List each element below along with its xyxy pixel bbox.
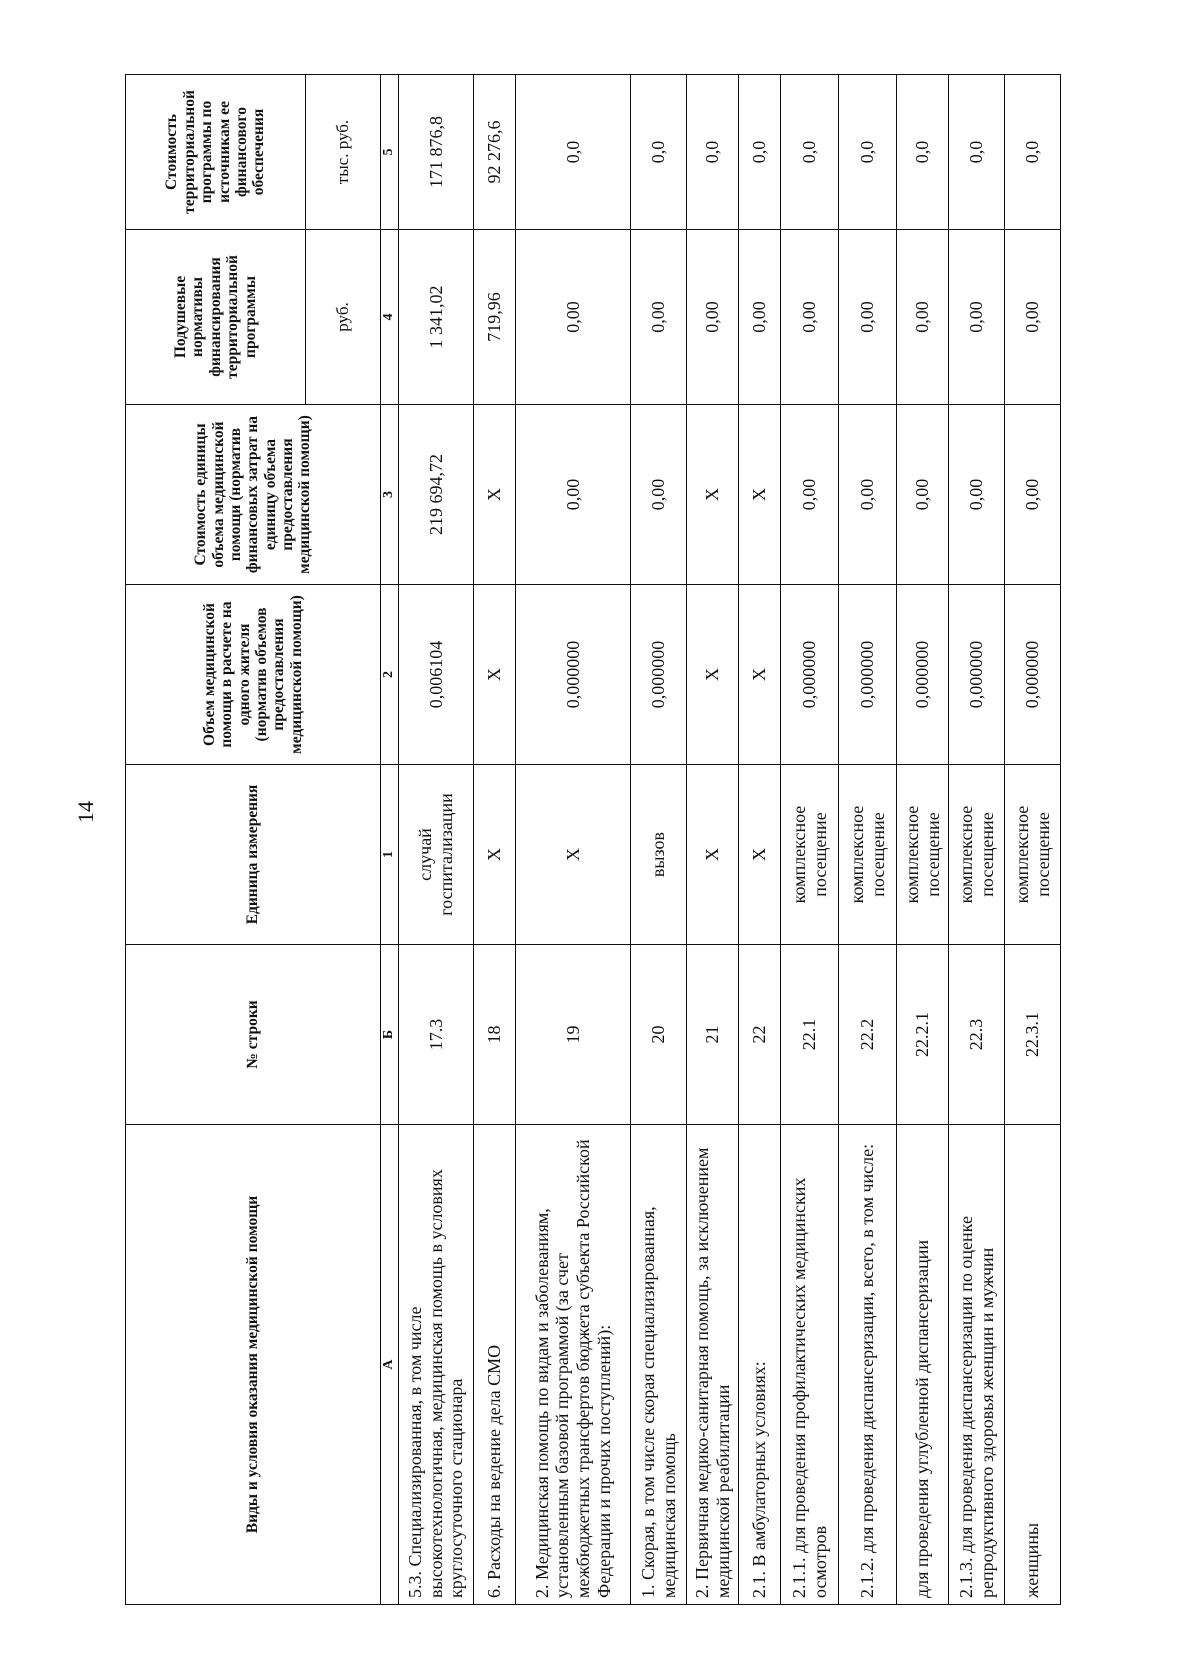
- column-number: 4: [381, 230, 399, 405]
- table-row: [399, 75, 474, 1605]
- row-name: 2. Первичная медико-санитарная помощь, за исключением медицинской реабилитации: [687, 1125, 739, 1605]
- column-number: 5: [381, 75, 399, 230]
- row-unit: комплексное посещение: [839, 765, 897, 945]
- header-row: [126, 75, 306, 1605]
- row-name: для проведения углубленной диспансеризации: [897, 1125, 949, 1605]
- row-volume: 0,006104: [399, 585, 474, 765]
- row-total-cost: 0,0: [739, 75, 781, 230]
- row-volume: Х: [739, 585, 781, 765]
- row-total-cost: 92 276,6: [474, 75, 516, 230]
- row-line-number: 22.3.1: [1005, 945, 1061, 1125]
- row-name: 6. Расходы на ведение дела СМО: [474, 1125, 516, 1605]
- row-line-number: 21: [687, 945, 739, 1125]
- table-row: [687, 75, 739, 1605]
- table-row: [474, 75, 516, 1605]
- row-line-number: 22: [739, 945, 781, 1125]
- row-name: 2.1.3. для проведения диспансеризации по оценке репродуктивного здоровья женщин и мужчин: [949, 1125, 1005, 1605]
- row-per-capita: 0,00: [739, 230, 781, 405]
- unit-rub: руб.: [306, 230, 381, 405]
- row-unit: Х: [516, 765, 631, 945]
- header-per-capita: Подушевые нормативы финансирования территориальной программы: [126, 230, 306, 405]
- row-total-cost: 0,0: [949, 75, 1005, 230]
- column-number: 2: [381, 585, 399, 765]
- row-volume: 0,000000: [781, 585, 839, 765]
- header-unit: Единица измерения: [126, 765, 381, 945]
- row-total-cost: 0,0: [839, 75, 897, 230]
- row-line-number: 17.3: [399, 945, 474, 1125]
- row-line-number: 20: [631, 945, 687, 1125]
- row-unit: Х: [474, 765, 516, 945]
- header-total-cost: Стоимость территориальной программы по источникам ее финансового обеспечения: [126, 75, 306, 230]
- row-total-cost: 171 876,8: [399, 75, 474, 230]
- row-line-number: 22.1: [781, 945, 839, 1125]
- table-row: [1005, 75, 1061, 1605]
- row-per-capita: 719,96: [474, 230, 516, 405]
- row-name: 1. Скорая, в том числе скорая специализированная, медицинская помощь: [631, 1125, 687, 1605]
- row-unit: комплексное посещение: [781, 765, 839, 945]
- row-per-capita: 0,00: [687, 230, 739, 405]
- row-per-capita: 0,00: [839, 230, 897, 405]
- rotated-table-wrapper: [125, 75, 1053, 1605]
- row-volume: 0,000000: [839, 585, 897, 765]
- column-number-row: [381, 75, 399, 1605]
- row-line-number: 22.2.1: [897, 945, 949, 1125]
- row-unit: Х: [739, 765, 781, 945]
- page-number: 14: [73, 801, 98, 823]
- row-per-capita: 0,00: [897, 230, 949, 405]
- row-unit: Х: [687, 765, 739, 945]
- table-body: [399, 75, 1061, 1605]
- row-unit-cost: Х: [474, 405, 516, 585]
- unit-thousand-rub: тыс. руб.: [306, 75, 381, 230]
- row-name: 2. Медицинская помощь по видам и заболеваниям, установленным базовой программой (за счет межбюджетных трансфертов бюджета субъекта Российской Федерации и прочих поступлений):: [516, 1125, 631, 1605]
- row-name: 2.1.2. для проведения диспансеризации, всего, в том числе:: [839, 1125, 897, 1605]
- table-row: [516, 75, 631, 1605]
- row-unit: комплексное посещение: [1005, 765, 1061, 945]
- row-unit-cost: 0,00: [897, 405, 949, 585]
- table-row: [839, 75, 897, 1605]
- column-number: 1: [381, 765, 399, 945]
- row-volume: 0,000000: [631, 585, 687, 765]
- row-volume: 0,000000: [897, 585, 949, 765]
- row-unit-cost: 219 694,72: [399, 405, 474, 585]
- row-name: 2.1. В амбулаторных условиях:: [739, 1125, 781, 1605]
- row-unit-cost: Х: [739, 405, 781, 585]
- row-volume: 0,000000: [516, 585, 631, 765]
- row-line-number: 19: [516, 945, 631, 1125]
- table-row: [897, 75, 949, 1605]
- header-unit-cost: Стоимость единицы объема медицинской помощи (норматив финансовых затрат на единицу объема предоставления медицинской помощи): [126, 405, 381, 585]
- medical-care-table: [125, 74, 1061, 1605]
- row-volume: Х: [474, 585, 516, 765]
- row-unit-cost: 0,00: [516, 405, 631, 585]
- row-unit-cost: 0,00: [1005, 405, 1061, 585]
- row-per-capita: 0,00: [516, 230, 631, 405]
- row-unit-cost: 0,00: [839, 405, 897, 585]
- row-total-cost: 0,0: [631, 75, 687, 230]
- header-line-number: № строки: [126, 945, 381, 1125]
- row-name: 2.1.1. для проведения профилактических медицинских осмотров: [781, 1125, 839, 1605]
- row-name: женщины: [1005, 1125, 1061, 1605]
- row-total-cost: 0,0: [687, 75, 739, 230]
- table-row: [949, 75, 1005, 1605]
- column-number: А: [381, 1125, 399, 1605]
- column-number: Б: [381, 945, 399, 1125]
- row-unit: комплексное посещение: [949, 765, 1005, 945]
- row-line-number: 18: [474, 945, 516, 1125]
- row-unit-cost: Х: [687, 405, 739, 585]
- row-unit: комплексное посещение: [897, 765, 949, 945]
- row-total-cost: 0,0: [1005, 75, 1061, 230]
- row-unit-cost: 0,00: [631, 405, 687, 585]
- table-row: [739, 75, 781, 1605]
- row-per-capita: 1 341,02: [399, 230, 474, 405]
- table-row: [781, 75, 839, 1605]
- row-unit: случай госпитализации: [399, 765, 474, 945]
- header-care-type: Виды и условия оказания медицинской помощи: [126, 1125, 381, 1605]
- row-total-cost: 0,0: [897, 75, 949, 230]
- table-row: [631, 75, 687, 1605]
- row-line-number: 22.3: [949, 945, 1005, 1125]
- row-per-capita: 0,00: [781, 230, 839, 405]
- row-total-cost: 0,0: [781, 75, 839, 230]
- row-volume: Х: [687, 585, 739, 765]
- row-per-capita: 0,00: [1005, 230, 1061, 405]
- row-per-capita: 0,00: [949, 230, 1005, 405]
- row-unit: вызов: [631, 765, 687, 945]
- row-volume: 0,000000: [1005, 585, 1061, 765]
- row-volume: 0,000000: [949, 585, 1005, 765]
- column-number: 3: [381, 405, 399, 585]
- row-line-number: 22.2: [839, 945, 897, 1125]
- header-volume: Объем медицинской помощи в расчете на одного жителя (норматив объемов предоставления медицинской помощи): [126, 585, 381, 765]
- row-total-cost: 0,0: [516, 75, 631, 230]
- row-name: 5.3. Специализированная, в том числе высокотехнологичная, медицинская помощь в условиях круглосуточного стационара: [399, 1125, 474, 1605]
- row-unit-cost: 0,00: [949, 405, 1005, 585]
- row-per-capita: 0,00: [631, 230, 687, 405]
- row-unit-cost: 0,00: [781, 405, 839, 585]
